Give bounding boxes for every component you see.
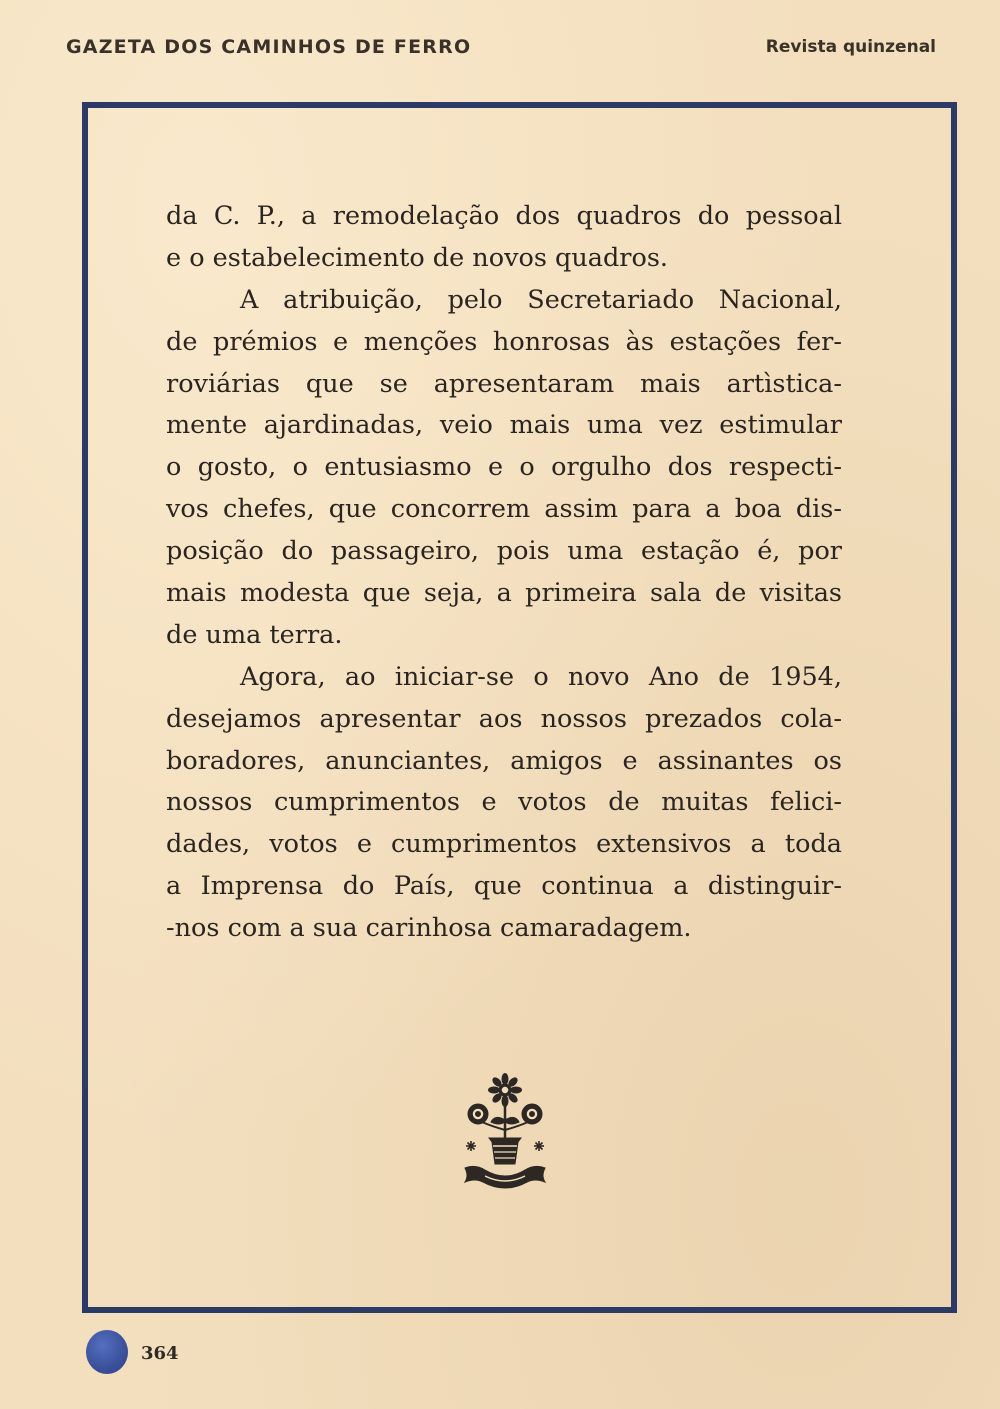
text-line: -nos com a sua carinhosa camaradagem.	[166, 913, 692, 944]
text-line: boradores, anunciantes, amigos e assinantes os	[166, 745, 842, 776]
text-line: e o estabelecimento de novos quadros.	[166, 242, 669, 273]
text-line: dades, votos e cumprimentos extensivos a toda	[166, 829, 842, 860]
publication-subtitle: Revista quinzenal	[765, 37, 936, 57]
text-line: mais modesta que seja, a primeira sala de visitas	[166, 578, 842, 609]
text-line: roviárias que se apresentaram mais artìstica-	[166, 368, 842, 399]
text-line: nossos cumprimentos e votos de muitas felici-	[166, 787, 842, 818]
text-line: de prémios e menções honrosas às estações fer-	[166, 326, 842, 357]
text-line: mente ajardinadas, veio mais uma vez estimular	[166, 410, 842, 441]
page-header	[66, 32, 936, 62]
text-line: Agora, ao iniciar-se o novo Ano de 1954,	[240, 661, 842, 692]
page-number: 364	[141, 1343, 179, 1364]
text-line: o gosto, o entusiasmo e o orgulho dos respecti-	[166, 452, 842, 483]
flower-pot-ornament-icon	[455, 1072, 555, 1196]
article-body	[166, 196, 842, 950]
text-line: posição do passageiro, pois uma estação é, por	[166, 536, 842, 567]
publication-title: GAZETA DOS CAMINHOS DE FERRO	[66, 36, 472, 58]
text-line: A atribuição, pelo Secretariado Nacional,	[240, 284, 842, 315]
page-marker-dot	[86, 1330, 128, 1374]
text-line: a Imprensa do País, que continua a distinguir-	[166, 871, 842, 902]
text-line: desejamos apresentar aos nossos prezados cola-	[166, 703, 842, 734]
text-line: da C. P., a remodelação dos quadros do pessoal	[166, 201, 842, 231]
text-line: de uma terra.	[166, 619, 343, 650]
text-line: vos chefes, que concorrem assim para a boa dis-	[166, 494, 842, 525]
